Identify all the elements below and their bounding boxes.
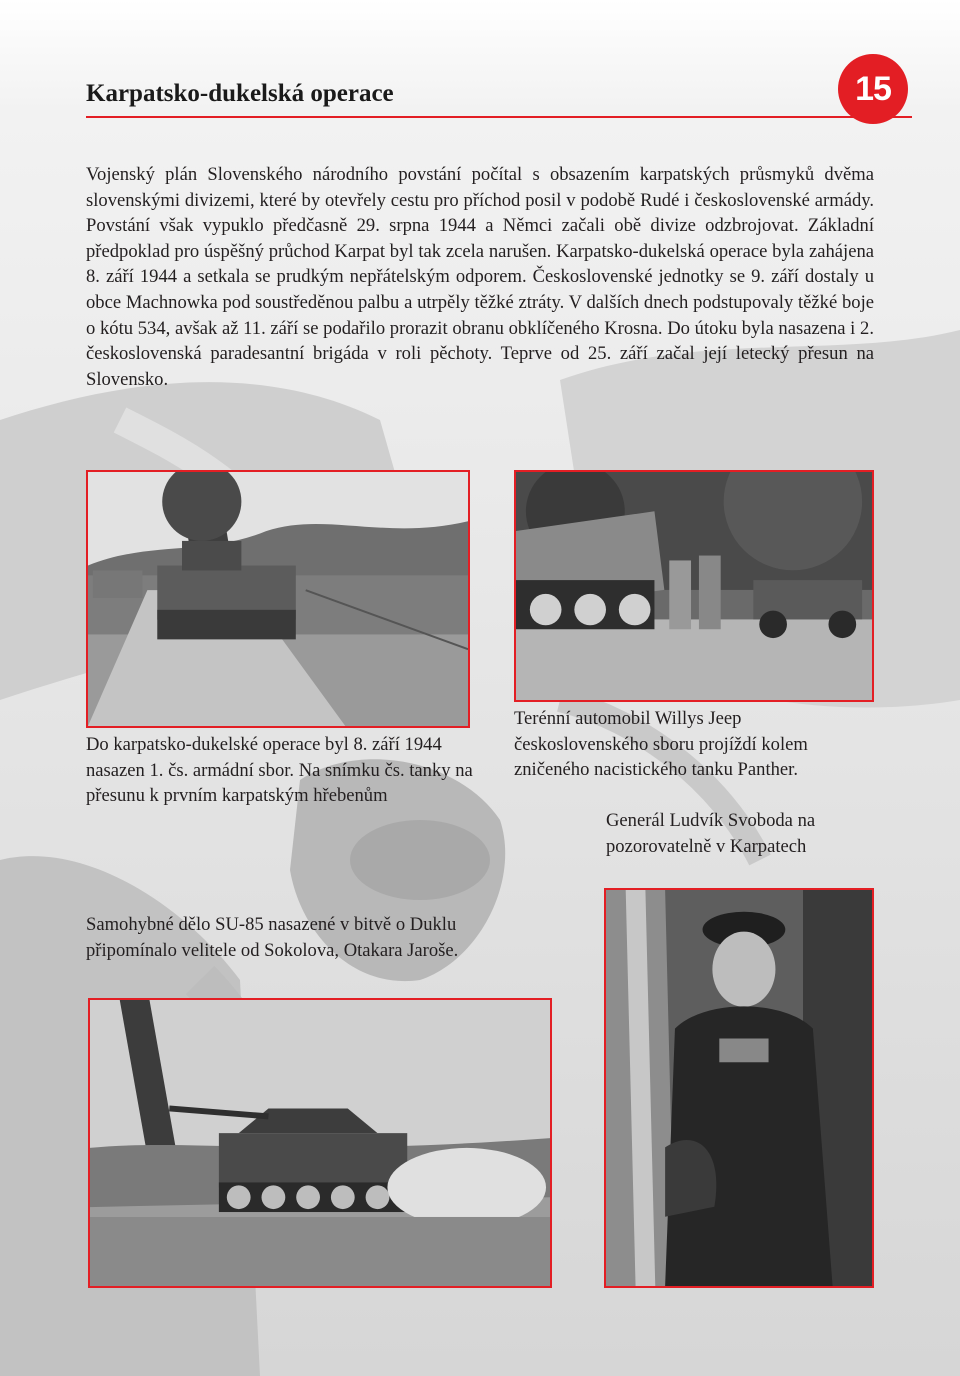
caption-svoboda: Generál Ludvík Svoboda na pozorovatelně v Karpatech (606, 810, 816, 857)
page-number-badge (838, 54, 908, 124)
photo-willys-jeep-panther (514, 470, 874, 702)
photo-tanks-on-road (86, 470, 470, 728)
body-paragraph: Vojenský plán Slovenského národního povstání počítal s obsazením karpatských průsmyků dvěma slovenskými divizemi, které by otevřely cestu pro příchod posil v podobě Rudé i československé armády. Povstání však vypuklo předčasně 29. srpna 1944 a Němci začali obě divize odzbrojovat. Základní předpoklad pro úspěšný průchod Karpat byl tak zcela narušen. Karpatsko-dukelská operace byla zahájena 8. září 1944 a setkala se prudkým nepřátelským odporem. Československé jednotky se 9. září dostaly u obce Machnowka pod soustředěnou palbu a utrpěly těžké ztráty. V dalších dnech podstupovaly těžké boje o kótu 534, avšak až 11. září se podařilo prorazit obranu obklíčeného Krosna. Do útoku byla nasazena i 2. československá paradesantní brigáda v roli pěchoty. Teprve od 25. září začal její letecký přesun na Slovensko. (86, 164, 874, 390)
page-number: 15 (855, 69, 891, 108)
photo-general-svoboda (604, 888, 874, 1288)
page-title: Karpatsko-dukelská operace (86, 80, 394, 107)
caption-su85: Samohybné dělo SU-85 nasazené v bitvě o Duklu připomínalo velitele od Sokolova, Otakara Jaroše. (86, 914, 459, 961)
caption-tanks: Do karpatsko-dukelské operace byl 8. září 1944 nasazen 1. čs. armádní sbor. Na snímku čs. tanky na přesunu k prvním karpatským hřebenům (86, 734, 473, 807)
photo-su85-self-propelled-gun (88, 998, 552, 1288)
caption-jeep: Terénní automobil Willys Jeep československého sboru projíždí kolem zničeného nacistického tanku Panther. (514, 708, 808, 781)
title-underline (86, 116, 912, 118)
